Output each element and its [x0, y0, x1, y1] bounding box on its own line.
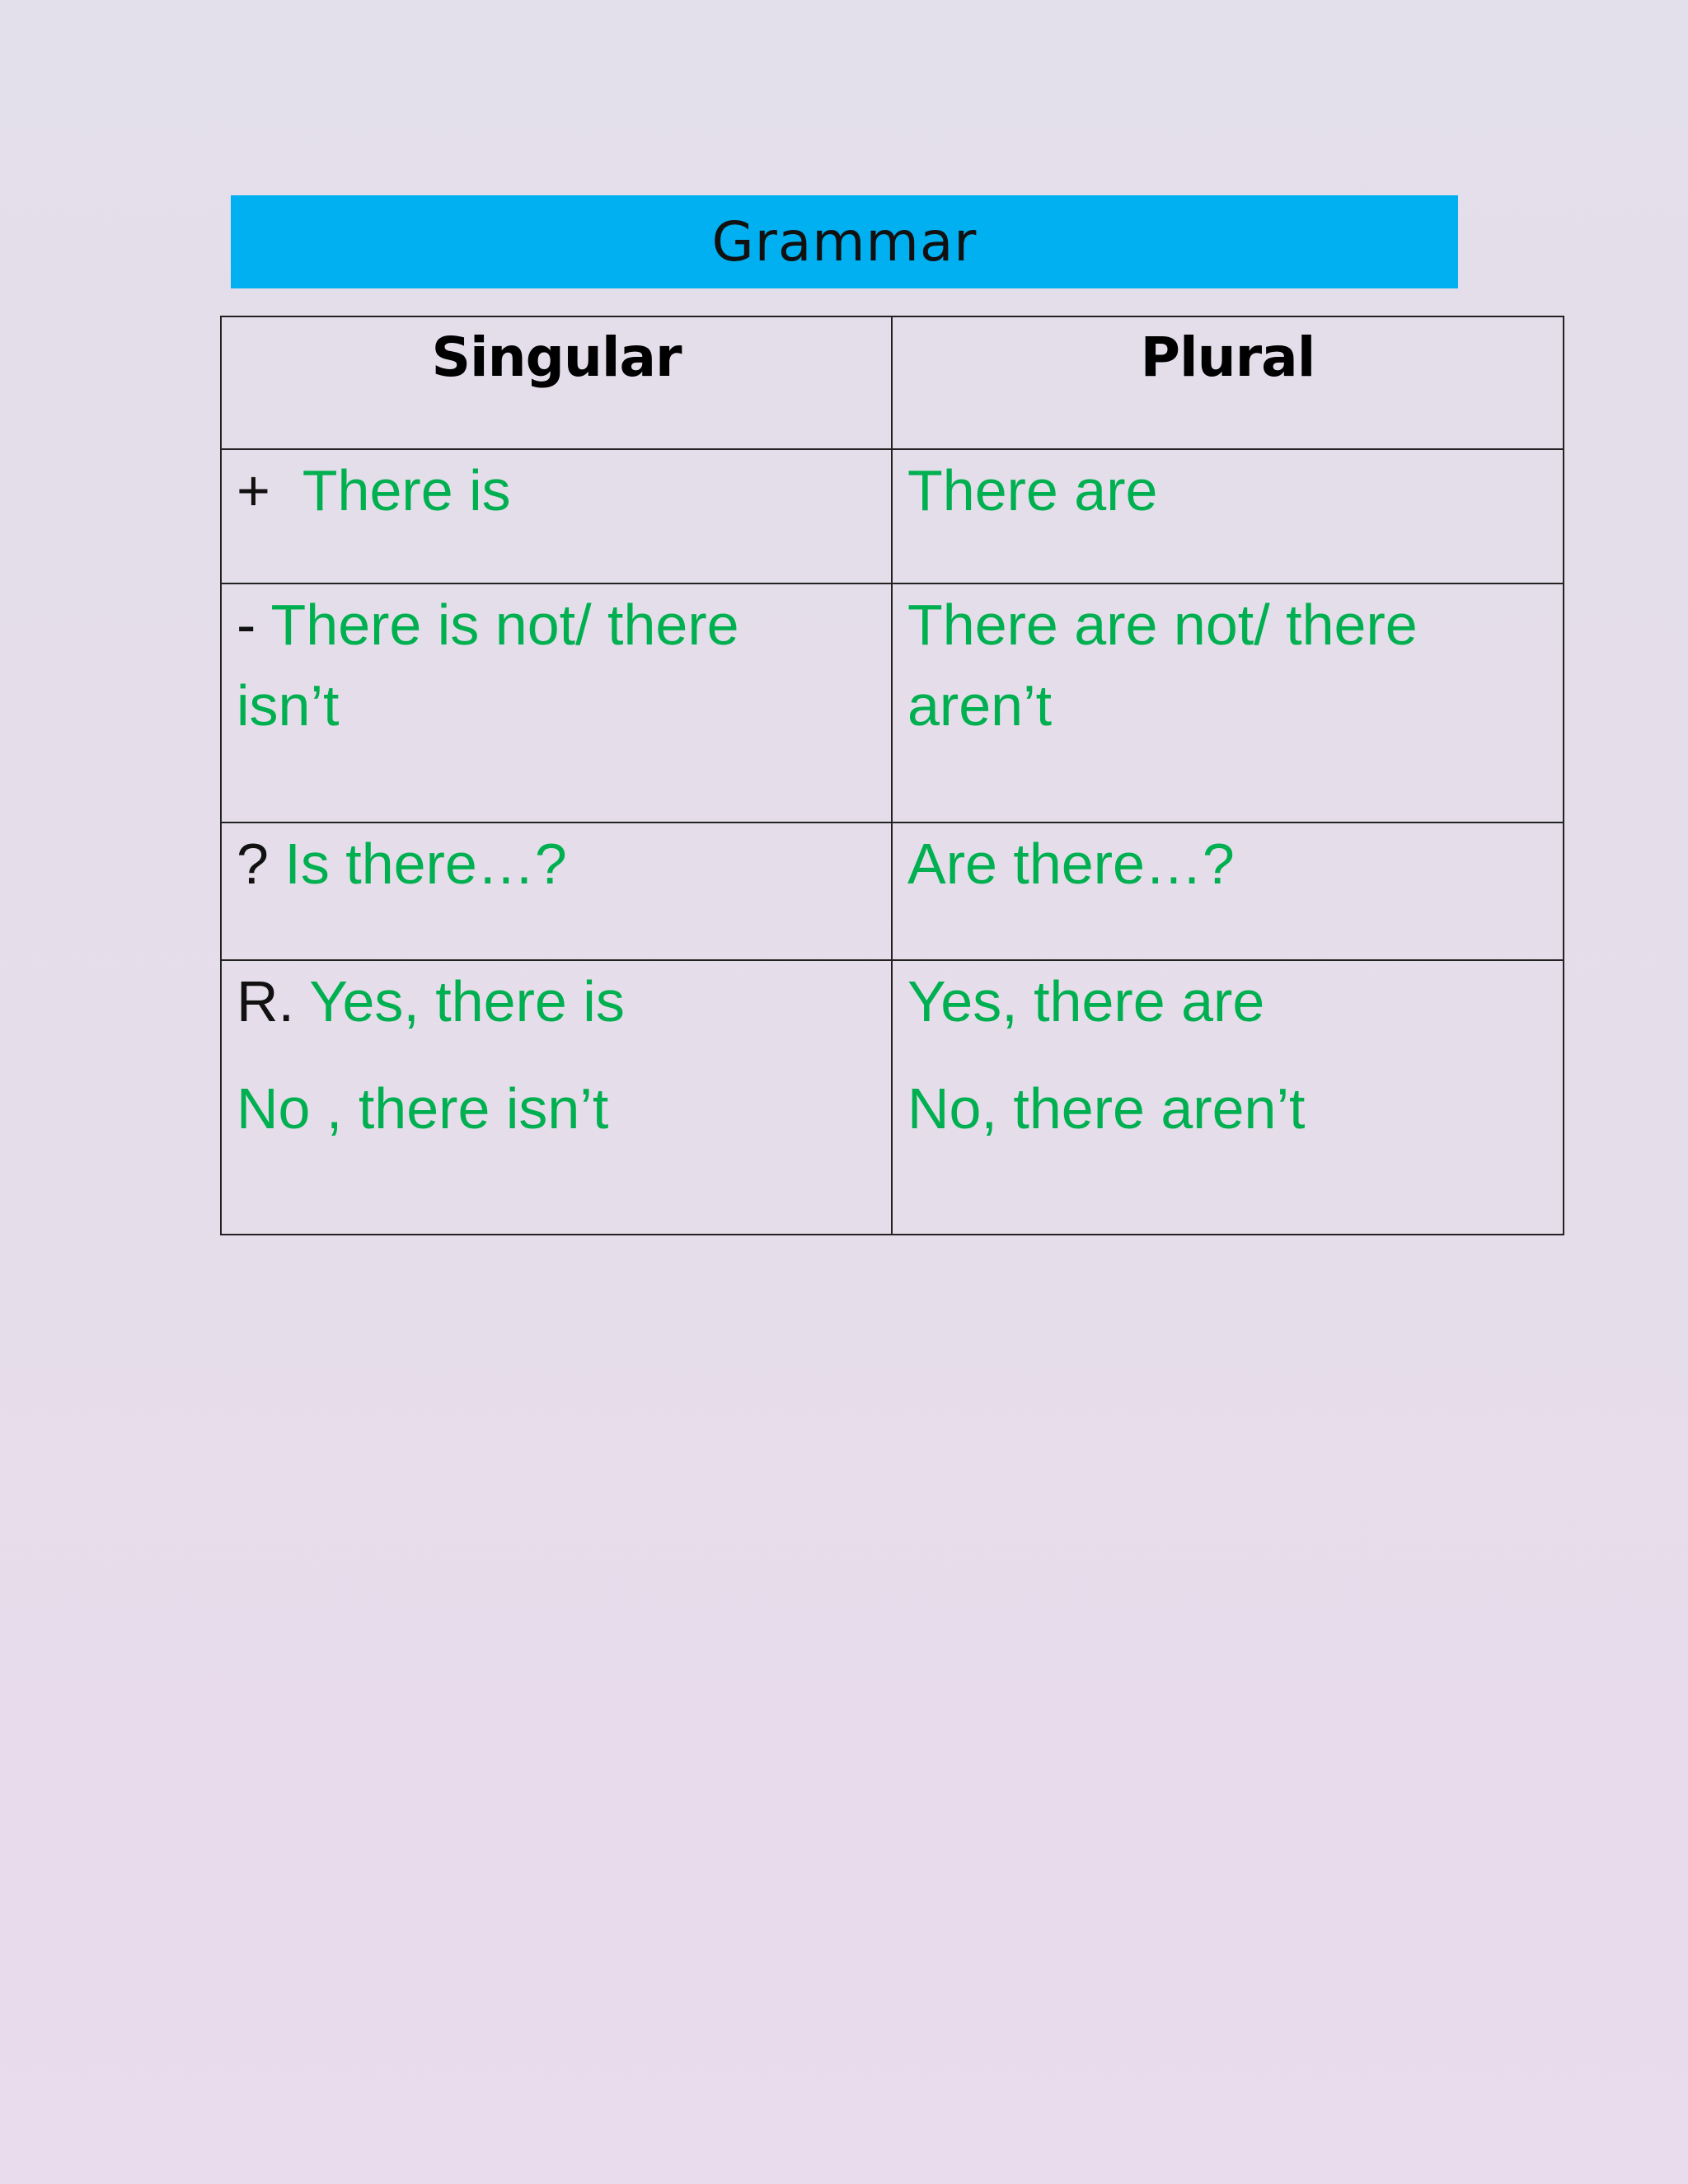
- plural-cell: [892, 583, 1564, 823]
- header-singular-label: Singular: [431, 326, 682, 389]
- plural-answer-no: No, there aren’t: [907, 1076, 1306, 1141]
- plural-answer-yes: Yes, there are: [907, 969, 1265, 1033]
- row-symbol: ?: [237, 832, 269, 896]
- row-symbol: -: [237, 593, 256, 657]
- plural-example: Are there…?: [907, 832, 1235, 896]
- singular-example-continued: isn’t: [237, 673, 340, 738]
- plural-example: There are not/ there: [907, 593, 1418, 657]
- table-row-negative: [221, 583, 1564, 823]
- singular-cell: [221, 960, 892, 1235]
- singular-cell: [221, 823, 892, 960]
- plural-cell: [892, 823, 1564, 960]
- table-row-question: [221, 823, 1564, 960]
- singular-cell: [221, 449, 892, 583]
- singular-example: Is there…?: [284, 832, 567, 896]
- singular-example: There is not/ there: [270, 593, 739, 657]
- plural-cell: [892, 449, 1564, 583]
- grammar-table: [220, 316, 1564, 1235]
- row-symbol: R.: [237, 969, 294, 1033]
- plural-example: There are: [907, 458, 1158, 523]
- header-plural-label: Plural: [1140, 326, 1315, 389]
- title-banner: [231, 195, 1458, 288]
- header-cell-singular: [221, 316, 892, 449]
- table-row-short-answers: [221, 960, 1564, 1235]
- singular-example: There is: [302, 458, 511, 523]
- page-title: Grammar: [711, 210, 978, 274]
- row-symbol: +: [237, 458, 270, 523]
- plural-cell: [892, 960, 1564, 1235]
- singular-answer-yes: Yes, there is: [309, 969, 625, 1033]
- singular-answer-no: No , there isn’t: [237, 1076, 609, 1141]
- table-header-row: [221, 316, 1564, 449]
- table-row-affirmative: [221, 449, 1564, 583]
- plural-example-continued: aren’t: [907, 673, 1053, 738]
- header-cell-plural: [892, 316, 1564, 449]
- singular-cell: [221, 583, 892, 823]
